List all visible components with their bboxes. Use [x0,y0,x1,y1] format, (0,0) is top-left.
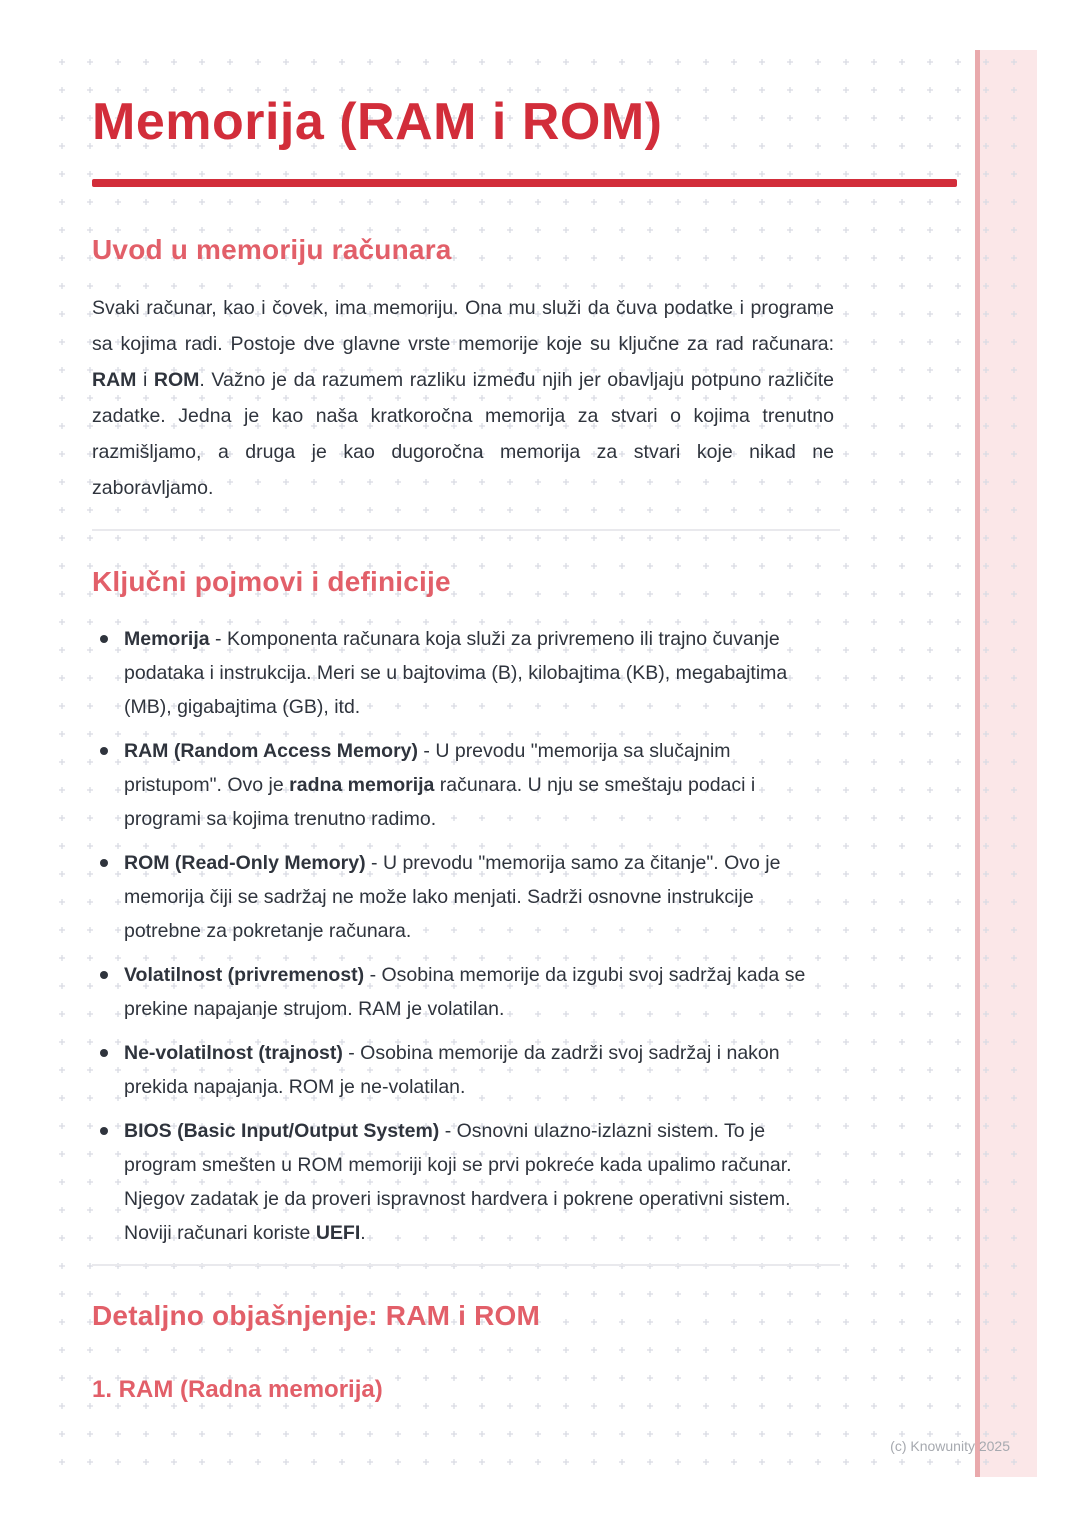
text-run: - Osobina memorije da zadrži svoj sadržaj i nakon prekida napajanja. ROM je ne-volatilan. [124,1042,780,1098]
list-item [92,1036,832,1104]
text-run: računara. U nju se smeštaju podaci i programi sa kojima trenutno radimo. [124,774,756,830]
terms-definition-list [92,622,832,1260]
bold-term: RAM (Random Access Memory) [124,740,419,762]
section-divider [92,529,840,531]
text-run: . Važno je da razumem razliku između njih jer obavljaju potpuno različite zadatke. Jedna je kao naša kratkoročna memorija za stvari o kojima trenutno razmišljamo, a druga je kao dugoročna memorija za stvari koje nikad ne zaboravljamo. [92,369,834,499]
list-item [92,1114,832,1250]
bold-term: BIOS (Basic Input/Output System) [124,1120,440,1142]
bold-term: radna memorija [289,774,435,796]
subsection-heading-ram: 1. RAM (Radna memorija) [92,1376,383,1403]
section-heading-intro: Uvod u memoriju računara [92,234,452,265]
section-divider [92,1264,840,1266]
bold-term: UEFI [315,1222,361,1244]
footer-copyright: (c) Knowunity 2025 [890,1438,1010,1454]
title-underline-rule [92,179,957,187]
list-item [92,958,832,1026]
list-item [92,734,832,836]
intro-paragraph [92,290,834,506]
text-run: i [136,369,154,391]
text-run: - U prevodu "memorija sa slučajnim pristupom". Ovo je [124,740,731,796]
bold-term: ROM [153,369,200,391]
bold-term: ROM (Read-Only Memory) [124,852,366,874]
bold-term: Volatilnost (privremenost) [124,964,365,986]
section-heading-detail: Detaljno objašnjenje: RAM i ROM [92,1300,541,1331]
bold-term: Memorija [124,628,210,650]
section-heading-terms: Ključni pojmovi i definicije [92,566,451,597]
text-run: Svaki računar, kao i čovek, ima memoriju. Ona mu služi da čuva podatke i programe sa kojima radi. Postoje dve glavne vrste memorije koje su ključne za rad računara: [92,297,834,355]
page-title: Memorija (RAM i ROM) [92,93,663,151]
bold-term: RAM [92,369,137,391]
text-run: - Osobina memorije da izgubi svoj sadržaj kada se prekine napajanje strujom. RAM je volatilan. [124,964,806,1020]
list-item [92,622,832,724]
text-run: - Osnovni ulazno-izlazni sistem. To je program smešten u ROM memoriji koji se prvi pokreće kada upalimo računar. Njegov zadatak je da proveri ispravnost hardvera i pokrene operativni sistem. Noviji računari koriste [124,1120,792,1244]
bold-term: Ne-volatilnost (trajnost) [124,1042,343,1064]
list-item [92,846,832,948]
text-run: - Komponenta računara koja služi za privremeno ili trajno čuvanje podataka i instrukcija. Meri se u bajtovima (B), kilobajtima (KB), megabajtima (MB), gigabajtima (GB), itd. [124,628,788,718]
text-run: - U prevodu "memorija samo za čitanje". Ovo je memorija čiji se sadržaj ne može lako menjati. Sadrži osnovne instrukcije potrebne za pokretanje računara. [124,852,781,942]
text-run: . [360,1222,366,1244]
